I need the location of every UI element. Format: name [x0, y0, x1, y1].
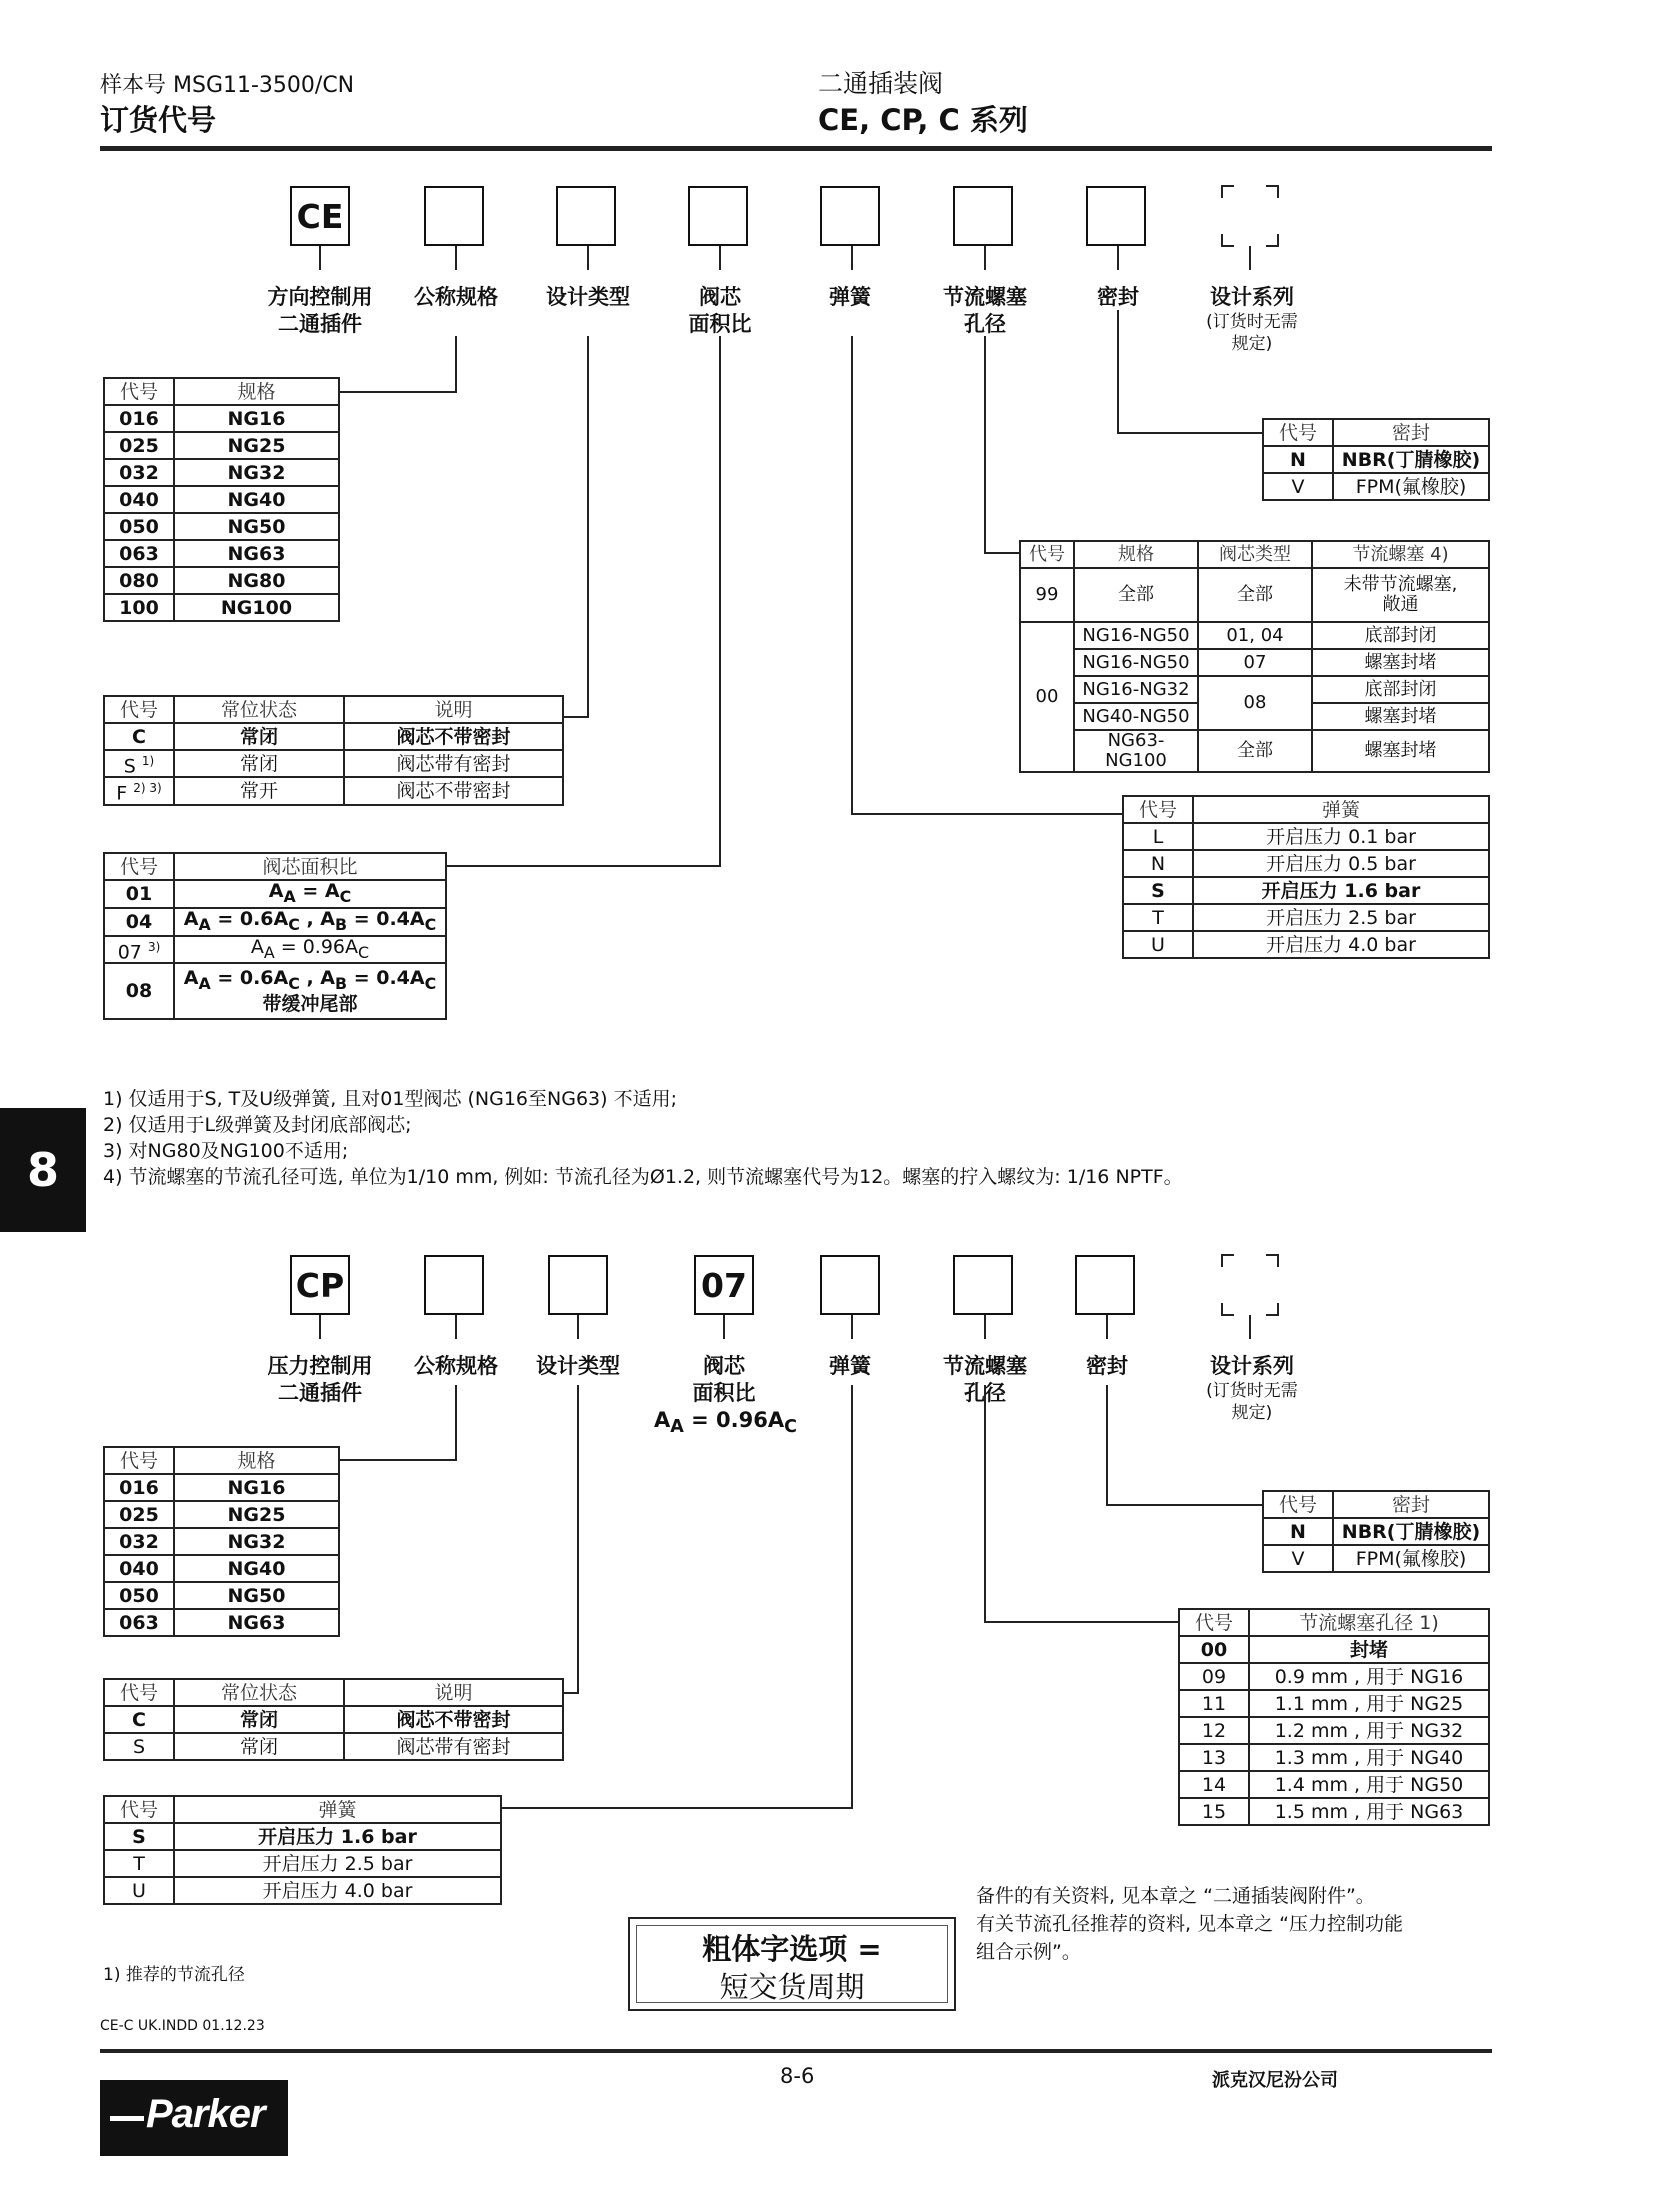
cp-design-table: 代号 常位状态 说明 C 常闭 阀芯不带密封 S 常闭 阀芯带有密封	[103, 1678, 564, 1761]
ce-label-series: 设计系列 (订货时无需 规定)	[1206, 285, 1298, 354]
ce-footnote-3: 3) 对NG80及NG100不适用;	[103, 1140, 349, 1162]
ce-area-table: 代号 阀芯面积比 01 $A_A = A_C$ 04 $A_A = 0.6A_C$ , $A_B = 0.4A_C$ 07 $^{3)}$ $A_A = 0.96A_C$ 08 $A_A = 0.6A_C$ , $A_B = 0.4A_C$ 带缓冲尾部	[103, 852, 447, 1020]
ce-label-function: 方向控制用 二通插件	[267, 285, 373, 336]
ce-orifice-box	[953, 186, 1013, 246]
ce-label-design: 设计类型	[546, 285, 630, 309]
cp-area-box: 07	[694, 1255, 754, 1315]
ce-footnote-2: 2) 仅适用于L级弹簧及封闭底部阀芯;	[103, 1114, 412, 1136]
ce-seal-table: 代号 密封 N NBR(丁腈橡胶) V FPM(氟橡胶)	[1262, 418, 1490, 501]
cp-size-table: 代号 规格 016 NG16 025 NG25 032 NG32 040 NG40 050 NG50 063 NG63	[103, 1446, 340, 1637]
ce-code-box: CE	[290, 186, 350, 246]
cp-size-box	[424, 1255, 484, 1315]
section-title: 订货代号	[100, 103, 217, 137]
ce-series-box	[1221, 186, 1279, 246]
cp-label-seal: 密封	[1086, 1354, 1128, 1378]
ce-label-area: 阀芯 面积比	[688, 285, 752, 336]
ce-area-box	[688, 186, 748, 246]
product-series: CE, CP, C 系列	[818, 103, 1028, 137]
cp-label-orifice: 节流螺塞 孔径	[943, 1354, 1027, 1405]
chapter-tab: 8	[0, 1108, 86, 1232]
ce-seal-box	[1086, 186, 1146, 246]
cp-seal-box	[1075, 1255, 1135, 1315]
catalog-number: 样本号 MSG11-3500/CN	[100, 73, 355, 98]
ce-footnote-4: 4) 节流螺塞的节流孔径可选, 单位为1/10 mm, 例如: 节流孔径为Ø1.2, 则节流螺塞代号为12。螺塞的拧入螺纹为: 1/16 NPTF。	[103, 1166, 1183, 1188]
file-reference: CE-C UK.INDD 01.12.23	[100, 2018, 265, 2034]
company-name: 派克汉尼汾公司	[1212, 2070, 1338, 2091]
ce-orifice-table: 代号 规格 阀芯类型 节流螺塞 4) 99 全部 全部 未带节流螺塞, 敞通 00 NG16-NG50 01, 04 底部封闭 NG16-NG50 07 螺塞封堵 NG16-NG32 08 底部封闭 NG40-NG50 螺塞封堵 NG63-NG100 全部 螺塞封堵	[1019, 540, 1490, 773]
cp-label-spring: 弹簧	[829, 1354, 871, 1378]
cp-label-design: 设计类型	[536, 1354, 620, 1378]
page-number: 8-6	[780, 2064, 815, 2088]
footer-rule	[100, 2049, 1492, 2053]
ce-design-box	[556, 186, 616, 246]
bold-option-legend: 粗体字选项 = 短交货周期	[628, 1917, 956, 2011]
reference-note-2: 有关节流孔径推荐的资料, 见本章之 “压力控制功能	[976, 1913, 1403, 1935]
reference-note-3: 组合示例”。	[976, 1941, 1081, 1963]
cp-label-series: 设计系列 (订货时无需 规定)	[1206, 1354, 1298, 1423]
cp-design-box	[548, 1255, 608, 1315]
ce-label-spring: 弹簧	[829, 285, 871, 309]
product-title: 二通插装阀	[818, 69, 944, 98]
cp-label-function: 压力控制用 二通插件	[267, 1354, 373, 1405]
cp-series-box	[1221, 1255, 1279, 1315]
ce-label-orifice: 节流螺塞 孔径	[943, 285, 1027, 336]
parker-logo: Parker	[100, 2080, 288, 2156]
cp-spring-table: 代号 弹簧 S 开启压力 1.6 bar T 开启压力 2.5 bar U 开启压力 4.0 bar	[103, 1795, 502, 1905]
cp-label-area: 阀芯 面积比 $A_A = 0.96A_C$	[654, 1354, 797, 1438]
ce-size-table: 代号 规格 016 NG16 025 NG25 032 NG32 040 NG40 050 NG50 063 NG63 080 NG80 100 NG100	[103, 377, 340, 622]
ce-spring-box	[820, 186, 880, 246]
ce-design-table: 代号 常位状态 说明 C 常闭 阀芯不带密封 S $^{1)}$ 常闭 阀芯带有密封 F $^{2) 3)}$ 常开 阀芯不带密封	[103, 695, 564, 806]
cp-seal-table: 代号 密封 N NBR(丁腈橡胶) V FPM(氟橡胶)	[1262, 1490, 1490, 1573]
ce-label-size: 公称规格	[414, 285, 498, 309]
cp-footnote: 1) 推荐的节流孔径	[103, 1965, 245, 1985]
cp-orifice-table: 代号 节流螺塞孔径 1) 00 封堵 09 0.9 mm , 用于 NG16 11 1.1 mm , 用于 NG25 12 1.2 mm , 用于 NG32 13 1.3 mm , 用于 NG40 14 1.4 mm , 用于 NG50 15 1.5 mm , 用于 NG63	[1178, 1608, 1490, 1826]
reference-note-1: 备件的有关资料, 见本章之 “二通插装阀附件”。	[976, 1885, 1375, 1907]
ce-spring-table: 代号 弹簧 L 开启压力 0.1 bar N 开启压力 0.5 bar S 开启压力 1.6 bar T 开启压力 2.5 bar U 开启压力 4.0 bar	[1122, 795, 1490, 959]
cp-spring-box	[820, 1255, 880, 1315]
cp-orifice-box	[953, 1255, 1013, 1315]
ce-footnote-1: 1) 仅适用于S, T及U级弹簧, 且对01型阀芯 (NG16至NG63) 不适用;	[103, 1088, 677, 1110]
ce-label-seal: 密封	[1097, 285, 1139, 309]
cp-label-size: 公称规格	[414, 1354, 498, 1378]
cp-code-box: CP	[290, 1255, 350, 1315]
ce-size-box	[424, 186, 484, 246]
